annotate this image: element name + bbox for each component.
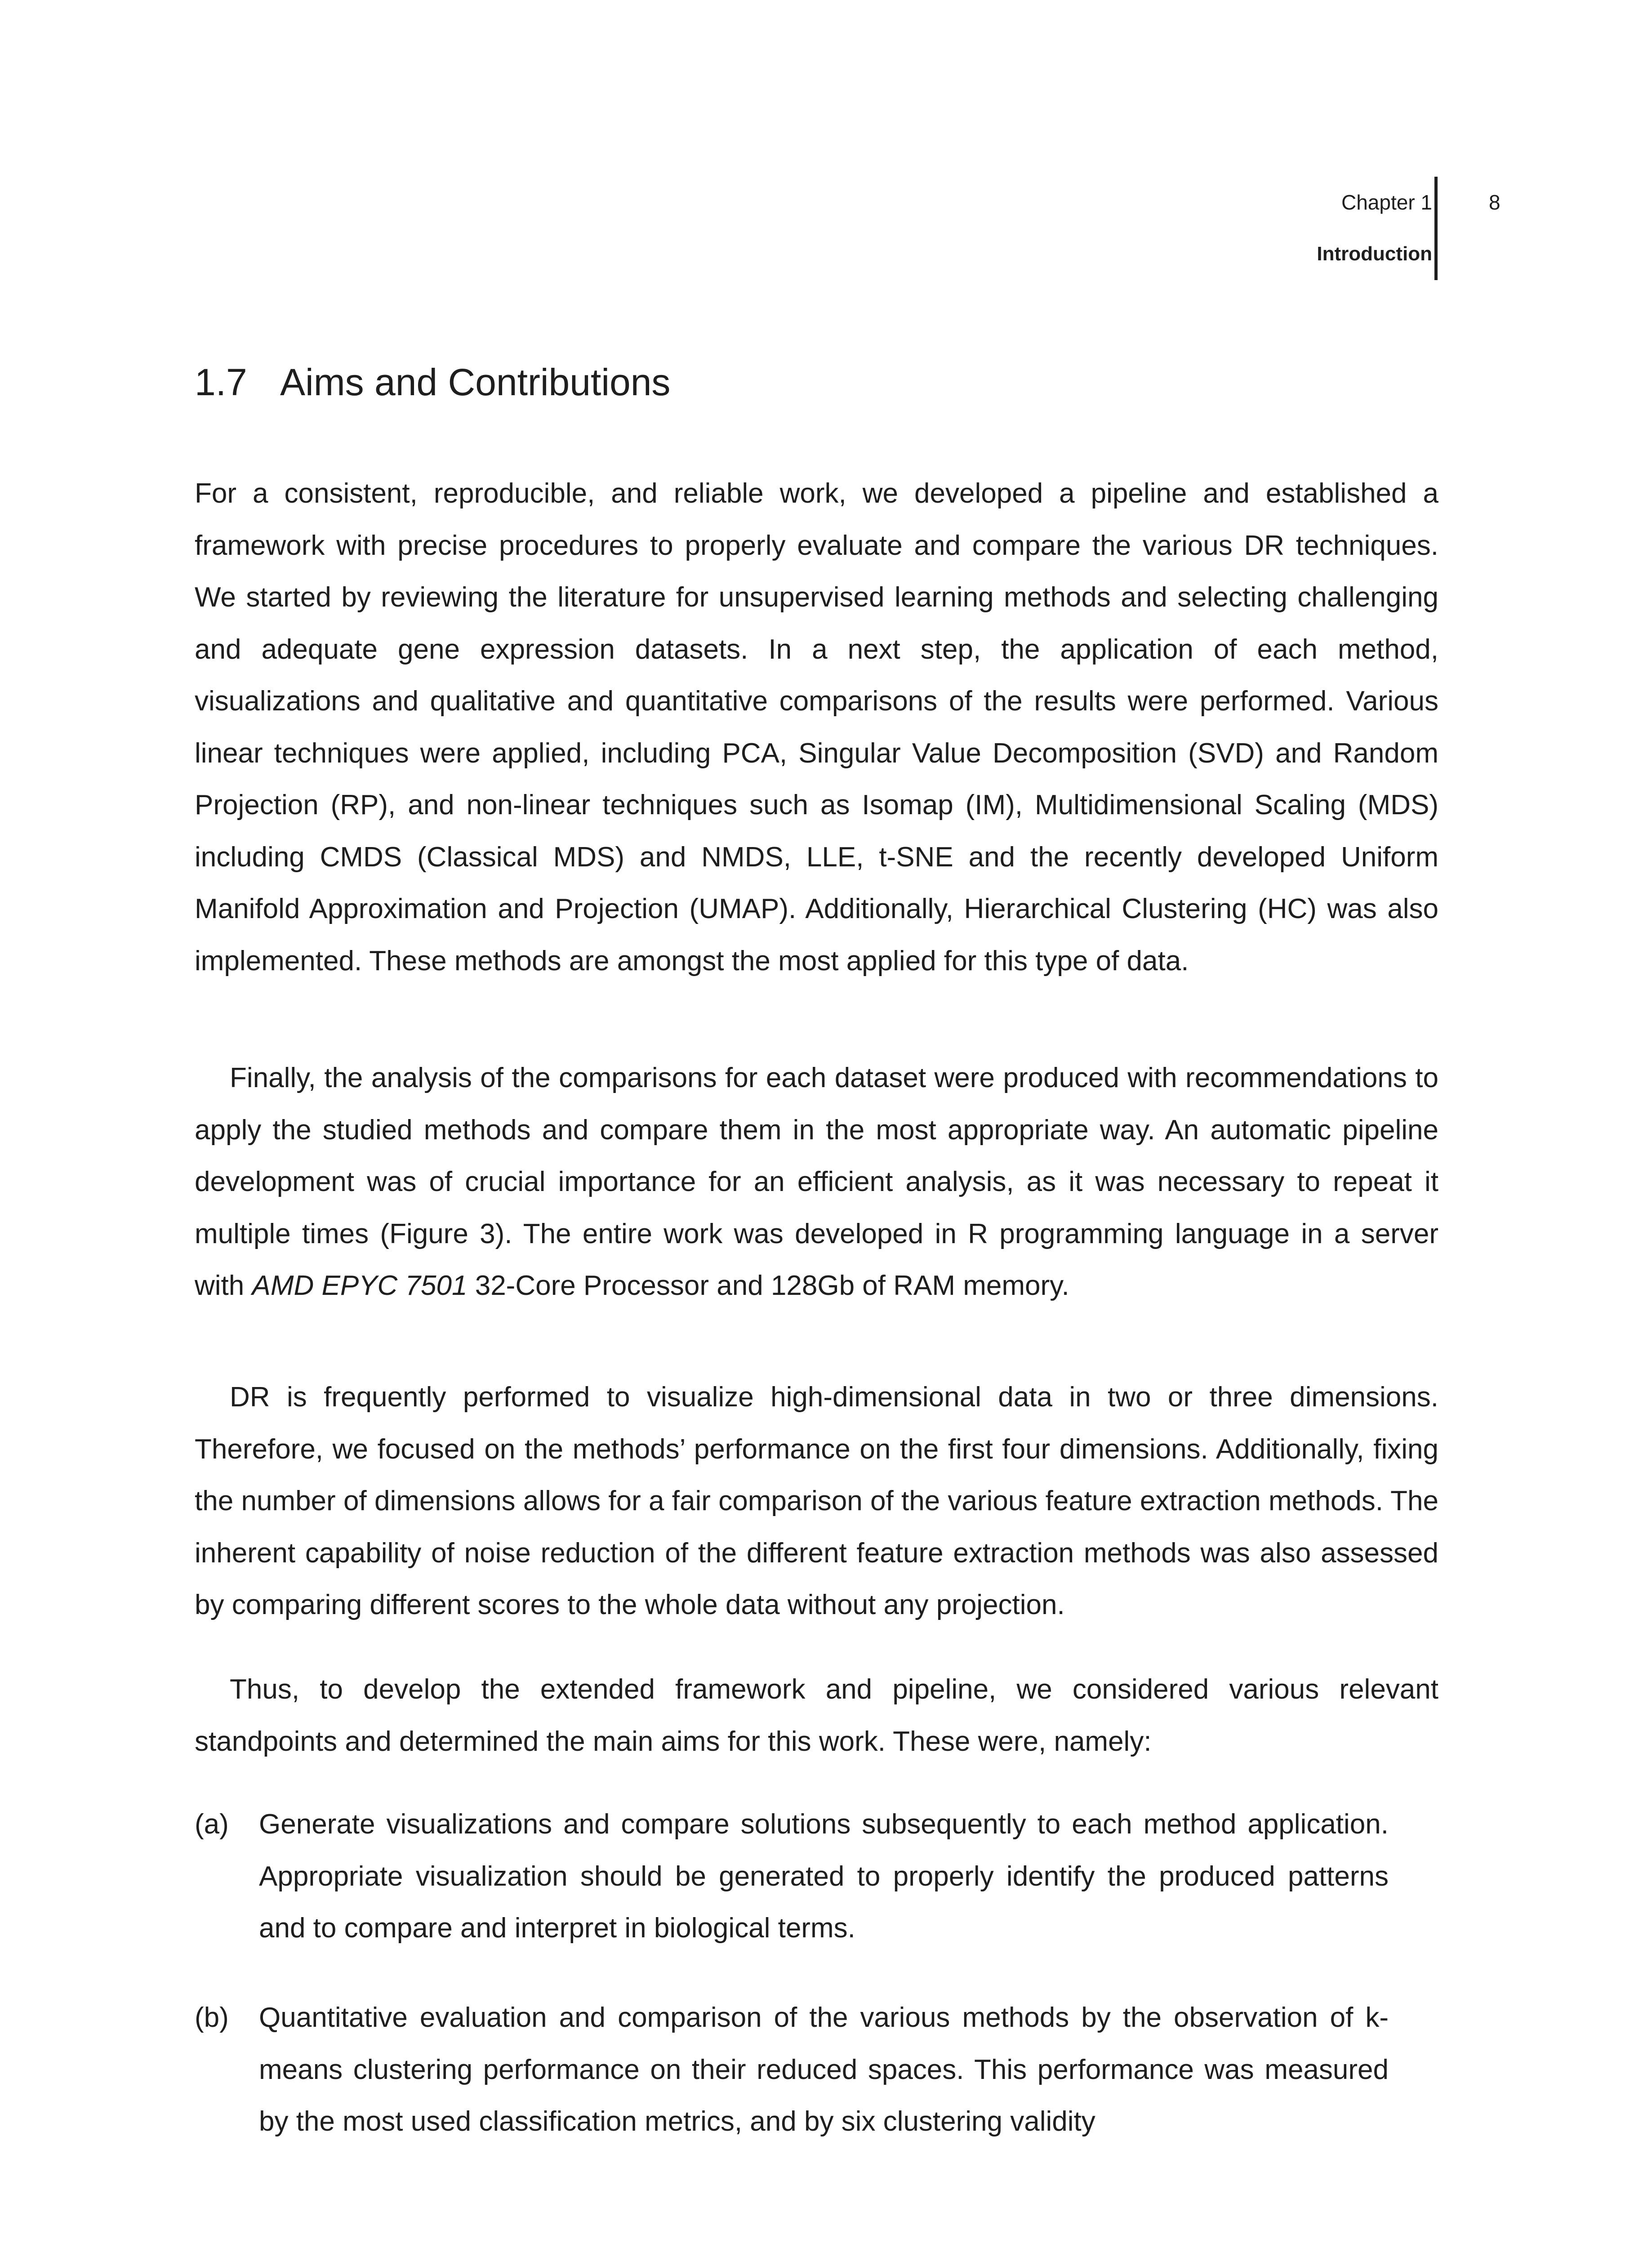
section-title: Aims and Contributions — [280, 361, 671, 403]
section-number: 1.7 — [195, 361, 247, 403]
list-item-text: Generate visualizations and compare solutions subsequently to each method application. Appropriate visualization should be generated to properly identify the produced patterns and to compare and interpret in biological terms. — [259, 1809, 1389, 1944]
paragraph-3: DR is frequently performed to visualize high-dimensional data in two or three dimensions. Therefore, we focused on the methods’ performance on the first four dimensions. Additionally, fixing the number of dimensions allows for a fair comparison of the various feature extraction methods. The inherent capability of noise reduction of the different feature extraction methods was also assessed by comparing different scores to the whole data without any projection. — [195, 1382, 1438, 1620]
processor-name: AMD EPYC 7501 — [252, 1270, 468, 1301]
list-marker: (b) — [195, 2002, 229, 2033]
aim-list-item-b — [195, 1992, 1389, 2148]
list-item-text: Quantitative evaluation and comparison of the various methods by the observation of k-means clustering performance on their reduced spaces. This performance was measured by the most used classification metrics, and by six clustering validity — [259, 2002, 1389, 2137]
page-number: 8 — [1489, 191, 1501, 214]
paragraph-2-text: Finally, the analysis of the comparisons for each dataset were produced with recommendations to apply the studied methods and compare them in the most appropriate way. An automatic pipeline development was of crucial importance for an efficient analysis, as it was necessary to repeat it multiple times (Figure 3). The entire work was developed in R programming language in a server with — [195, 1062, 1438, 1301]
paragraph-2-text-end: 32-Core Processor and 128Gb of RAM memory. — [467, 1270, 1069, 1301]
section-heading — [195, 360, 670, 405]
paragraph-1: For a consistent, reproducible, and reliable work, we developed a pipeline and established a framework with precise procedures to properly evaluate and compare the various DR techniques. We started by reviewing the literature for unsupervised learning methods and selecting challenging and adequate gene expression datasets. In a next step, the application of each method, visualizations and qualitative and quantitative comparisons of the results were performed. Various linear techniques were applied, including PCA, Singular Value Decomposition (SVD) and Random Projection (RP), and non-linear techniques such as Isomap (IM), Multidimensional Scaling (MDS) including CMDS (Classical MDS) and NMDS, LLE, t-SNE and the recently developed Uniform Manifold Approximation and Projection (UMAP). Additionally, Hierarchical Clustering (HC) was also implemented. These methods are amongst the most applied for this type of data. — [195, 478, 1438, 977]
running-header-chapter: Chapter 1 — [1341, 191, 1432, 214]
running-header-title: Introduction — [1317, 243, 1432, 265]
header-divider — [1434, 177, 1438, 280]
paragraph-2 — [195, 1052, 1438, 1312]
aim-list-item-a — [195, 1798, 1389, 1954]
list-marker: (a) — [195, 1809, 229, 1840]
paragraph-4: Thus, to develop the extended framework and pipeline, we considered various relevant standpoints and determined the main aims for this work. These were, namely: — [195, 1674, 1438, 1757]
